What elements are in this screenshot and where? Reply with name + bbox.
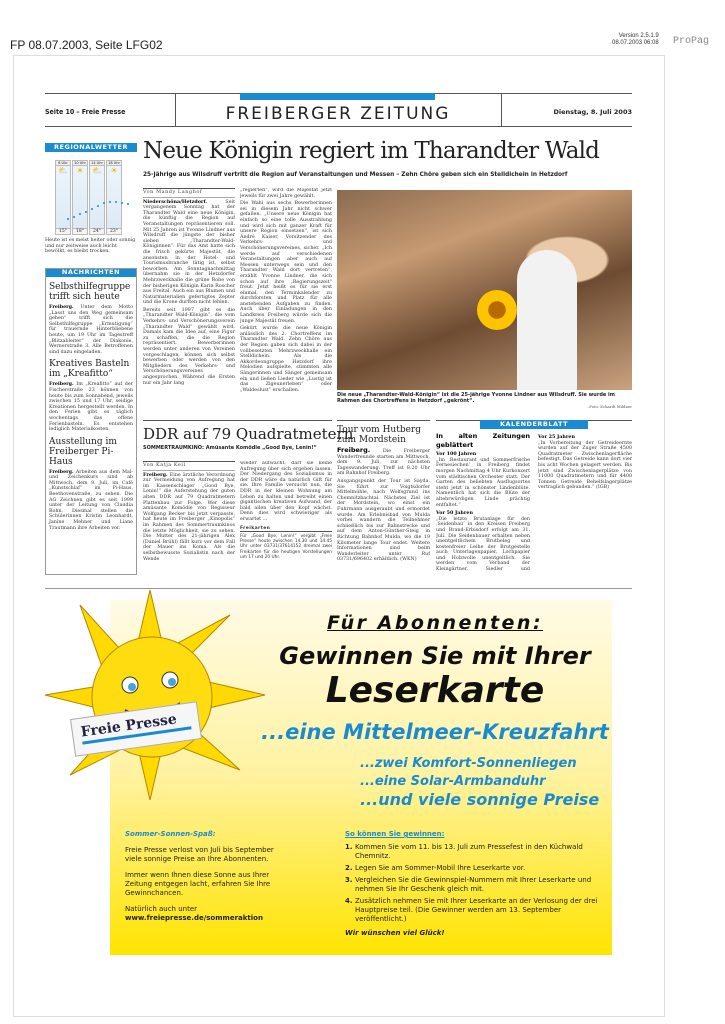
ticket-box-title: Freikarten <box>240 526 332 532</box>
version-info <box>612 33 659 46</box>
weather-slot <box>72 160 88 235</box>
time: 6 Uhr <box>56 161 70 166</box>
section-title: Vor 25 Jahren <box>538 434 575 440</box>
paragraph: wieder aufwacht, darf sie keine Aufregung über sich ergehen lassen. Der Niedergang des Sozialismus in der DDR wäre da natürlich Gift für sie. Ihre Familie versucht nun, die DDR in der kleinen Wohnung am Leben zu halten und betreibt einen gigantischen kreativen Aufwand, der bald allen über den Kopf wächst. Denn dies wird schwieriger als erwartet ... <box>240 461 332 522</box>
step <box>345 876 605 894</box>
news-box <box>45 268 137 575</box>
ad-right-title: So können Sie gewinnen: <box>345 830 445 838</box>
news-text: Im „Kreafitto“ auf der Fischerstraße 23 können von heute bis zum Sonnabend, jeweils zwischen 15 und 17 Uhr, seidige Kreationen hergestellt werden. In den Ferien gibt es täglich wochentags das offene Ferienbasteln. Es entstehen lediglich Materialkosten. <box>49 382 133 433</box>
dateline: Niederschöna/Hetzdorf. <box>143 198 208 205</box>
divider <box>501 93 502 126</box>
step-text: Legen Sie am Sommer-Mobil Ihre Leserkarte vor. <box>355 864 526 872</box>
weather-widget <box>45 160 137 235</box>
step-number: 1. <box>345 843 353 851</box>
temp: 23° <box>107 228 121 234</box>
temp: 15° <box>56 228 70 234</box>
news-text: Unter dem Motto „Lasst uns den Weg gemeinsam gehen“ trifft sich die Selbsthilfegruppe „Ermutigung“ für trauernde Hinterbliebene heute, um 19 Uhr im Tagestreff „Blitzableiter“ der Diakonie, Wernerstraße 3. Alle Betroffenen sind dazu eingeladen. <box>49 305 133 355</box>
photo-caption: Die neue „Tharandter-Wald-Königin“ ist die 25-jährige Yvonne Lindner aus Wilsdruff. Sie wurde im Rahmen des Chortreffens in Hetzdorf „gekrönt“. <box>337 392 615 404</box>
news-title: Ausstellung im Freiberger Pi-Haus <box>49 436 117 467</box>
newspaper-logo: Freie Presse <box>79 711 178 741</box>
paragraph: „In Vorbereitung der Getreideernte wurden auf der Zuger Straße 4500 Quadratmeter Zwischenlagerfläche befestigt. Das Getreide kann dort vier bis acht Wochen gelagert werden. Bis jetzt sind Zwischenlagerplätze von 11000 Quadratmetern und für 4400 Tonnen Getreide Behelfslagerplätze vertraglich gebunden.“ (IGB) <box>538 440 632 491</box>
ad-right-text <box>345 830 605 938</box>
dateline: Freiberg. <box>143 471 168 478</box>
byline: Von Katja Keil <box>143 461 235 471</box>
sun-cloud-icon: ⛅ <box>58 166 68 175</box>
lead-subhead: 25-Jährige aus Wilsdruff vertritt die Region auf Veranstaltungen und Messen – Zehn Chöre geben sich ein Stelldichein in Hetzdorf <box>143 172 568 178</box>
ad-line-1: Gewinnen Sie mit Ihrer <box>279 642 591 670</box>
weather-label: REGIONALWETTER <box>45 143 137 152</box>
ad-left-title: Sommer-Sonnen-Spaß: <box>125 830 216 838</box>
paragraph: Bereits seit 1997 gibt es die „Tharandter Wald-Königin“, die vom Verkehrs- und Verschönerungsverein „Tharandter Wald“ gewählt wird. Damals kam die Idee auf, eine Figur zu schaffen, die die Region repräsentiert. Bewerberinnen werden unter anderen von Vereinen vorgeschlagen, können sich selbst bewerben oder werden von den Mitgliedern des Verkehrs- und Verschönerungsvereines angesprochen. Während die Ersten nur ein Jahr lang <box>143 307 235 386</box>
time: 14 Uhr <box>91 161 103 165</box>
divider <box>337 420 430 421</box>
ad-main-prize: ...eine Mittelmeer-Kreuzfahrt <box>261 720 609 744</box>
issue-date: Dienstag, 8. Juli 2003 <box>553 108 632 116</box>
temp-dot <box>127 203 129 205</box>
news-title: Selbsthilfegruppe trifft sich heute <box>49 282 131 302</box>
ad-prize-list <box>360 755 610 809</box>
tour-article <box>337 446 430 571</box>
dateline: Freiberg. <box>337 446 371 454</box>
divider <box>45 126 632 127</box>
temp: 18° <box>73 228 87 234</box>
sunflower-icon <box>477 290 517 330</box>
photo-figure <box>517 250 577 390</box>
byline: Von Mandy Langhof <box>143 188 235 198</box>
ticket-box-text: Für „Good Bye, Lenin!“ vergibt „Freie Presse“ heute zwischen 14.30 und 14.45 Uhr unter 03731/37614152 dreimal zwei Freikarten für die heutigen Vorstellungen um 17 und 20 Uhr. <box>240 533 332 561</box>
paragraph: Die Wahl aus sechs Bewerberinnen sei in diesem Jahr nicht schwer gefallen. „Unsere neue Königin hat einfach so eine tolle Ausstrahlung und wird sich mit ganzer Kraft für unsere Region einsetzen“, ist sich André Kaiser, Vorsitzender des Verkehrs- und Verschönerungsvereines, sicher. „Ich werde auf verschiedenen Veranstaltungen aber auch auf Messen unterwegs sein und den Tharandter Wald dort vertreten“, erzählt Yvonne Lindner, die sich schon auf ihre „Regierungszeit“ freut. Jetzt heißt es für sie erst einmal, den Terminkalender zu durchforsten und Platz für alle anstehenden Aufgaben zu finden. Auch über Einladungen in den Landkreis Freiberg würde sich die junge Majestät freuen. <box>240 201 332 324</box>
weather-slot <box>106 160 122 235</box>
paragraph: Natürlich auch unter <box>125 905 198 913</box>
paragraph: „regierten“, wird die Majestät jetzt jeweils für zwei Jahre gewählt. <box>240 188 332 199</box>
paragraph: „Im ‚Restaurant und Sommerfrische Fernesiechen‘ in Freiberg findet morgen Nachmittag 4 Uhr Kurkonzert vom städtischen Orchester statt. Der Garten des beliebten Ausflugsortes steht jetzt in schönster Lindenblüte. Namentlich hat sich die Blüte der altehrwürdigen Linde prächtig entfaltet.“ <box>436 457 530 508</box>
lead-headline: Neue Königin regiert im Tharandter Wald <box>143 138 600 164</box>
step <box>345 843 605 861</box>
weather-slot <box>55 160 71 235</box>
paragraph: Ausgangspunkt der Tour ist Sayda. Sie führt zur Voigtsdorfer Mittelmühle, nach Wolfsgrund ins Chemnitzbachtal. Nächstes Ziel ist der Mordstein, wo einst ein Fuhrmann ausgeraubt und ermordet wurde. Am Erlebnisbad von Mulda vorbei wandern die Teilnehmer schließlich bis zur Bahnstrecke und auf dem Anton-Günther-Steig in Richtung Bahnhof Mulda, wo die 19 Kilometer lange Tour endet. Weitere Informationen sind beim Wanderleiter unter Ruf 03731/696402 erhältlich. (WKN) <box>337 478 430 563</box>
news-item <box>49 437 133 532</box>
weather-text: Heute ist es meist heiter oder sonnig und nur zeitweise auch leicht bewölkt, es bleibt trocken. <box>45 238 136 255</box>
ad-line-2: Leserkarte <box>325 670 545 711</box>
calendar-column-2 <box>538 432 632 572</box>
time: 10 Uhr <box>74 161 86 165</box>
dateline: Freiberg. <box>49 304 74 310</box>
ad-kicker: Für Abonnenten: <box>326 612 544 634</box>
lead-photo <box>337 190 632 390</box>
dateline: Freiberg. <box>49 468 74 475</box>
calendar-intro: In alten Zeitungen geblättert <box>436 432 530 449</box>
paragraph: Freie Presse verlost von Juli bis September viele sonnige Preise an Ihre Abonnenten. <box>125 846 274 863</box>
step-text: Kommen Sie vom 11. bis 13. Juli zum Pressefest in den Küchwald Chemnitz. <box>355 843 583 860</box>
lead-column-2 <box>240 188 332 418</box>
prize: ...und viele sonnige Preise <box>360 790 600 809</box>
version: Version 2.5.1.9 <box>618 33 659 39</box>
timestamp: 08.07.2003 06:08 <box>612 39 659 46</box>
step <box>345 864 605 873</box>
accent-bar <box>240 93 435 100</box>
ddr-column-1 <box>143 461 235 571</box>
dateline: Freiberg. <box>49 381 74 388</box>
sun-icon: ☀ <box>76 166 84 175</box>
print-page-info: FP 08.07.2003, Seite LFG02 <box>10 38 163 52</box>
paragraph: Die Freiberger Wanderfreunde starten am Mittwoch, dem 9. Juli, zur nächsten Tageswanderung. Treff ist 8.20 Uhr am Bahnhof Freiberg. <box>337 449 430 477</box>
tour-headline: Tour vom Hutberg zum Mordstein <box>337 425 421 445</box>
step-number: 2. <box>345 864 353 872</box>
news-item <box>49 282 133 355</box>
section-title: Vor 100 Jahren <box>436 451 477 458</box>
step-text: Vergleichen Sie die Gewinnspiel-Nummern mit Ihrer Leserkarte und nehmen Sie Ihr Geschenk gleich mit. <box>355 876 592 893</box>
news-text: Arbeiten aus dem Mal- und Zeichenkurs sind ab Mittwoch, dem 9. Juli, im Café „Kunstschlaf“ im Pi-Haus, Beethovenstraße, zu sehen. Die AG Zeichnen gibt es seit 1999 unter der Leitung von Claudia Bohn. Diesmal stellen die Schülerinnen Kristin Leonhardt, Janine Mehner und Liane Trautmann ihre Arbeiten vor. <box>49 469 133 531</box>
news-label: NACHRICHTEN <box>45 268 137 277</box>
prize: ...eine Solar-Armbanduhr <box>360 774 546 789</box>
section-title: Vor 50 Jahren <box>436 510 473 517</box>
news-item <box>49 359 133 432</box>
paragraph: Seit vergangenem Sonntag hat der Tharandter Wald eine neue Königin, die künftig die Region auf Veranstaltungen repräsentieren soll. Mit 25 Jahren ist Yvonne Lindner aus Wilsdruff die jüngste der bisher sieben „Tharandter-Wald-Königinnen“. Für das Amt hatte sich die frisch gekürte Majestät, die ansonsten in der Hotel- und Tourismusbranche tätig ist, selbst beworben. Am Sonntagnachmittag übernahm sie in der Hetzdorfer Mehrzweckhalle die grüne Robe von der bisherigen Königin Karin Roscher aus Freital. Auch ein aus Blumen und Naturmaterialien gefertigtes Zepter und die Krone durften nicht fehlen. <box>143 199 235 306</box>
ddr-headline: DDR auf 79 Quadratmetern <box>143 425 354 443</box>
paragraph: Immer wenn Ihnen diese Sonne aus Ihrer Zeitung entgegen lacht, erfahren Sie Ihre Gewinnchancen. <box>125 871 271 897</box>
divider <box>143 420 332 421</box>
ddr-subhead: SOMMERTRAUMKINO: Amüsante Komödie „Good Bye, Lenin!“ <box>143 445 317 451</box>
weather-slot <box>89 160 105 235</box>
temp: 24° <box>90 228 104 234</box>
paragraph: „Die letzte Brutanlage für den ‚Seidenbau‘ in den Kreisen Freiberg und Brand-Erbisdorf erfolgt am 31. Juli. Die Seidenbauer erhalten neben unentgeltlichem Brutbeleg und kostenfreier Leihe der Brutgestelle auch Unterlagenpapier, Lochpapier und Holzwolle unentgeltlich. Sie werden vom Verband der Kleingärtner, Siedler und <box>436 516 530 572</box>
ad-url-link[interactable]: www.freiepresse.de/sommeraktion <box>125 914 263 922</box>
sun-cloud-icon: ⛅ <box>92 166 102 175</box>
paragraph: Gekürt wurde die neue Königin anlässlich des 2. Chortreffens im Tharandter Wald. Zehn Chöre aus der Region gaben sich dabei in der vollbesetzten Mehrzweckhalle ein Stelldichein. Als die Akkordeongruppe Hetzdorf ihre Melodien aufspielte, stimmten alle Sängerinnen und Sänger gemeinsam ein und ließen Lieder wie „Lustig ist das Zigeunerleben“ oder „Waldeslust“ erschallen. <box>240 326 332 393</box>
lead-column-1 <box>143 188 235 418</box>
news-title: Kreatives Basteln im „Kreafitto“ <box>49 359 130 380</box>
step-number: 3. <box>345 876 353 884</box>
time: 18 Uhr <box>108 161 120 165</box>
sun-mascot-icon <box>40 585 270 800</box>
page-label: Seite 10 – Freie Presse <box>45 108 126 116</box>
photo-credit: –Foto: Eckardt Mildner <box>587 404 632 409</box>
calendar-label: KALENDERBLATT <box>480 420 588 429</box>
calendar-column-1 <box>436 432 530 572</box>
ad-closing: Wir wünschen viel Glück! <box>345 929 445 937</box>
ad-left-text <box>125 830 275 923</box>
newspaper-title: FREIBERGER ZEITUNG <box>225 104 451 124</box>
system-logo: ProPag <box>673 36 710 47</box>
prize: ...zwei Komfort-Sonnenliegen <box>360 756 577 771</box>
step-number: 4. <box>345 897 353 905</box>
paragraph: Eine ärztliche Verordnung zur Vermeidung von Aufregung hat im Kassenschlager „Good Bye, Lenin!“ die Auferstehung der guten alten DDR auf 79 Quadratmetern Plattenbau zur Folge. Wer diese amüsante Komödie von Regisseur Wolfgang Becker bis jetzt verpasste, hat heute im Freiberger „Kinopolis“ im Rahmen des Sommertraumkinos die letzte Möglichkeit, sie zu sehen. Die Mutter des 21-jährigen Alex (Daniel Brühl) fällt kurz vor dem Fall der Mauer ins Koma. Als die selbstbewusste Sozialistin nach der Wende <box>143 472 235 562</box>
step <box>345 897 605 924</box>
step-text: Zusätzlich nehmen Sie mit Ihrer Leserkarte an der Verlosung der drei Hauptpreise teil. (Die Gewinner werden am 13. September veröffentlicht.) <box>355 897 598 923</box>
ddr-column-2 <box>240 461 332 571</box>
sun-icon: ☀ <box>110 166 118 175</box>
